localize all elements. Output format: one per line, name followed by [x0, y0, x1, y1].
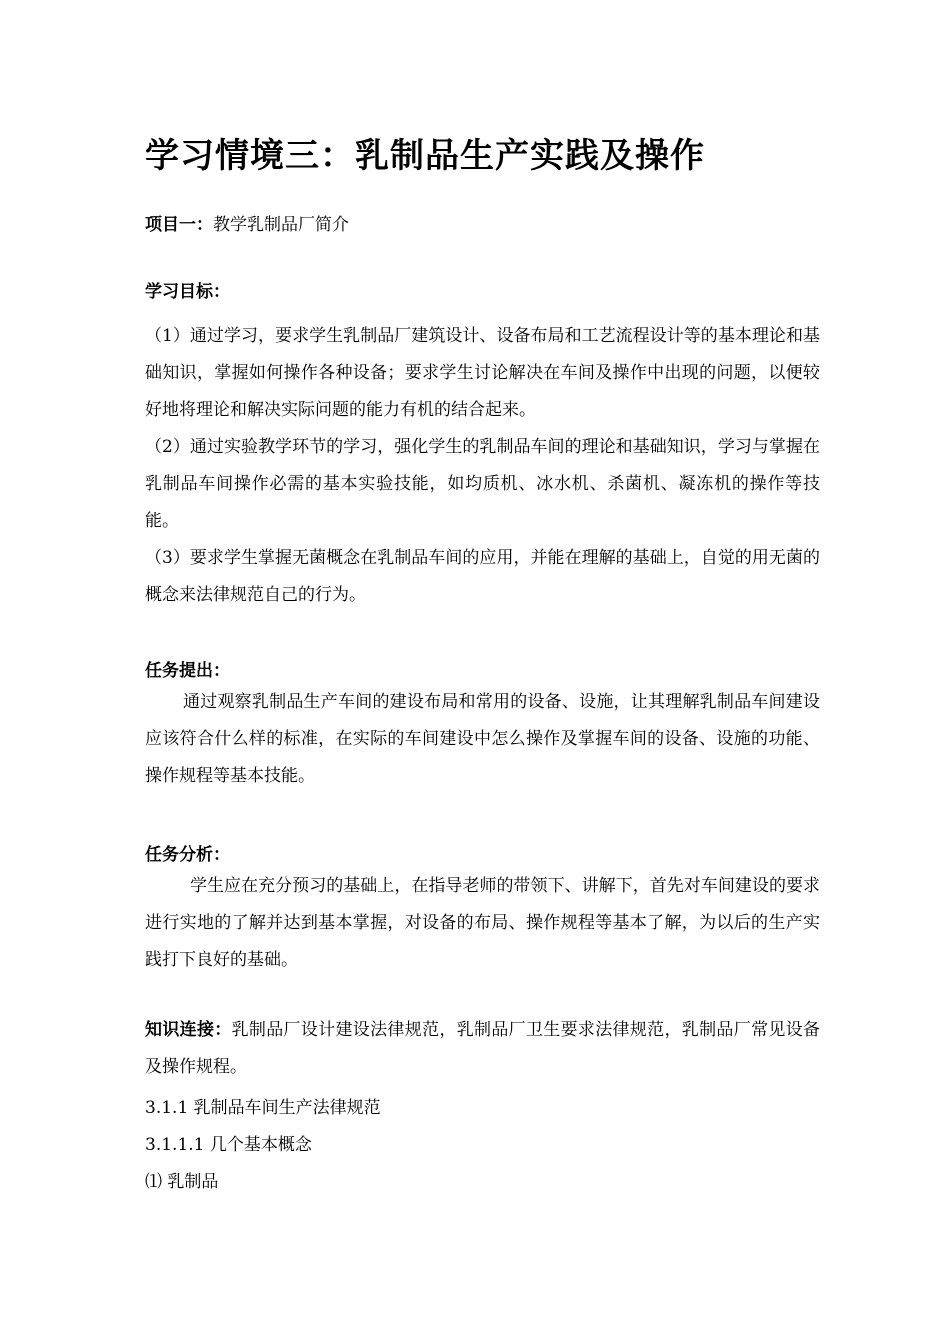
section-heading-3-1-1: 3.1.1 乳制品车间生产法律规范: [145, 1098, 381, 1118]
knowledge-label: 知识连接：: [145, 1020, 232, 1040]
project-line: [145, 210, 349, 235]
task-text: 通过观察乳制品生产车间的建设布局和常用的设备、设施，让其理解乳制品车间建设应该符合什么样的标准，在实际的车间建设中怎么操作及掌握车间的设备、设施的功能、操作规程等基本技能。: [145, 692, 820, 786]
knowledge-text: 乳制品厂设计建设法律规范，乳制品厂卫生要求法律规范，乳制品厂常见设备及操作规程。: [145, 1020, 821, 1077]
objective-1: （1）通过学习，要求学生乳制品厂建筑设计、设备布局和工艺流程设计等的基本理论和基础知识，掌握如何操作各种设备；要求学生讨论解决在车间及操作中出现的问题，以便较好地将理论和解决实际问题的能力有机的结合起来。: [145, 326, 820, 420]
objective-3: （3）要求学生掌握无菌概念在乳制品车间的应用，并能在理解的基础上，自觉的用无菌的概念来法律规范自己的行为。: [145, 548, 820, 605]
project-text: 教学乳制品厂简介: [213, 215, 349, 235]
document-title: 学习情境三：乳制品生产实践及操作: [145, 136, 705, 176]
list-item-dairy-products: ⑴ 乳制品: [145, 1172, 219, 1192]
analysis-text: 学生应在充分预习的基础上，在指导老师的带领下、讲解下，首先对车间建设的要求进行实地的了解并达到基本掌握，对设备的布局、操作规程等基本了解，为以后的生产实践打下良好的基础。: [145, 876, 820, 970]
project-label: 项目一：: [145, 215, 213, 235]
objective-2: （2）通过实验教学环节的学习，强化学生的乳制品车间的理论和基础知识，学习与掌握在乳制品车间操作必需的基本实验技能，如均质机、冰水机、杀菌机、凝冻机的操作等技能。: [145, 437, 820, 531]
analysis-heading: 任务分析：: [145, 845, 230, 865]
task-heading: 任务提出：: [145, 661, 230, 681]
section-heading-3-1-1-1: 3.1.1.1 几个基本概念: [145, 1135, 312, 1155]
objectives-heading: 学习目标：: [145, 282, 230, 302]
knowledge-paragraph: [145, 1012, 820, 1086]
